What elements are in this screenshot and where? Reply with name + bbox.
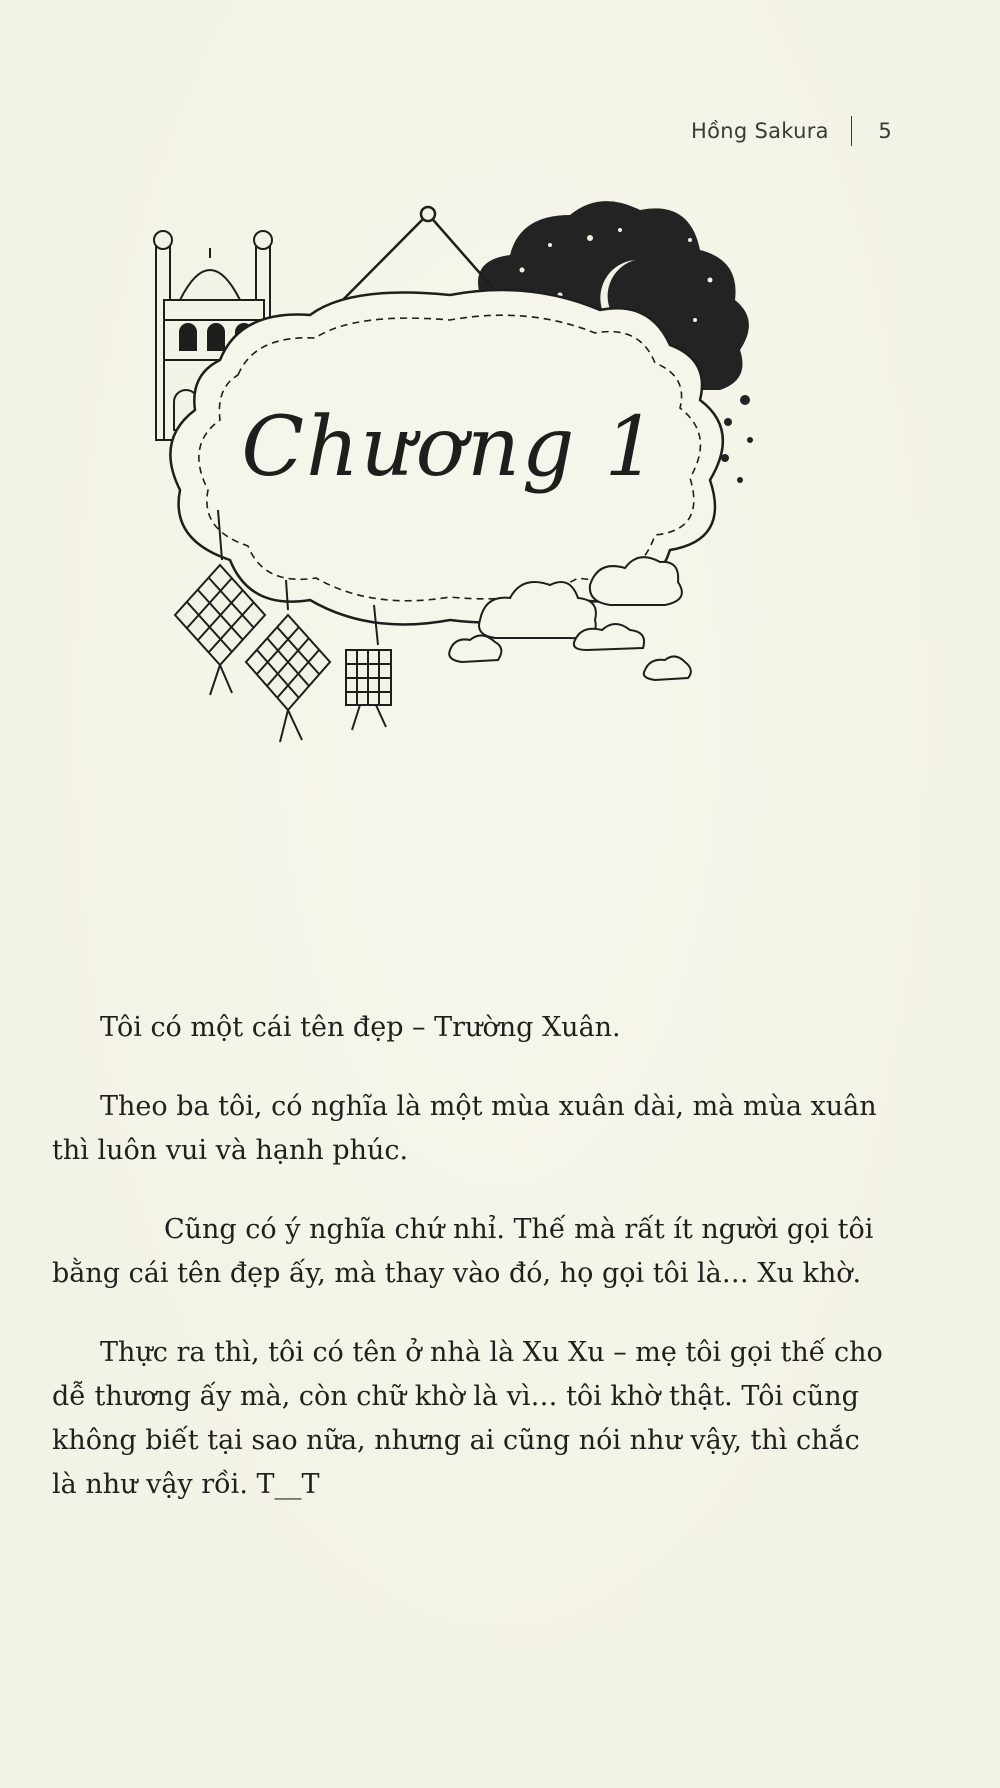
page-number: 5: [878, 119, 892, 143]
author-name: Hồng Sakura: [691, 119, 829, 143]
header-divider: [851, 116, 853, 146]
chapter-title: Chương 1: [241, 400, 659, 495]
paragraph-1: Tôi có một cái tên đẹp – Trường Xuân.: [100, 1012, 621, 1043]
chapter-illustration: [150, 200, 850, 880]
paragraph-3: Cũng có ý nghĩa chứ nhỉ. Thế mà rất ít người gọi tôi bằng cái tên đẹp ấy, mà thay vào đó, họ gọi tôi là… Xu khờ.: [52, 1214, 874, 1289]
paragraph-2: Theo ba tôi, có nghĩa là một mùa xuân dài, mà mùa xuân thì luôn vui và hạnh phúc.: [52, 1091, 877, 1166]
chapter-body: [52, 1006, 892, 1542]
running-head: [691, 116, 892, 146]
paragraph-4: Thực ra thì, tôi có tên ở nhà là Xu Xu – mẹ tôi gọi thế cho dễ thương ấy mà, còn chữ khờ là vì… tôi khờ thật. Tôi cũng không biết tại sao nữa, nhưng ai cũng nói như vậy, thì chắc là như vậy rồi. T__T: [52, 1337, 883, 1500]
